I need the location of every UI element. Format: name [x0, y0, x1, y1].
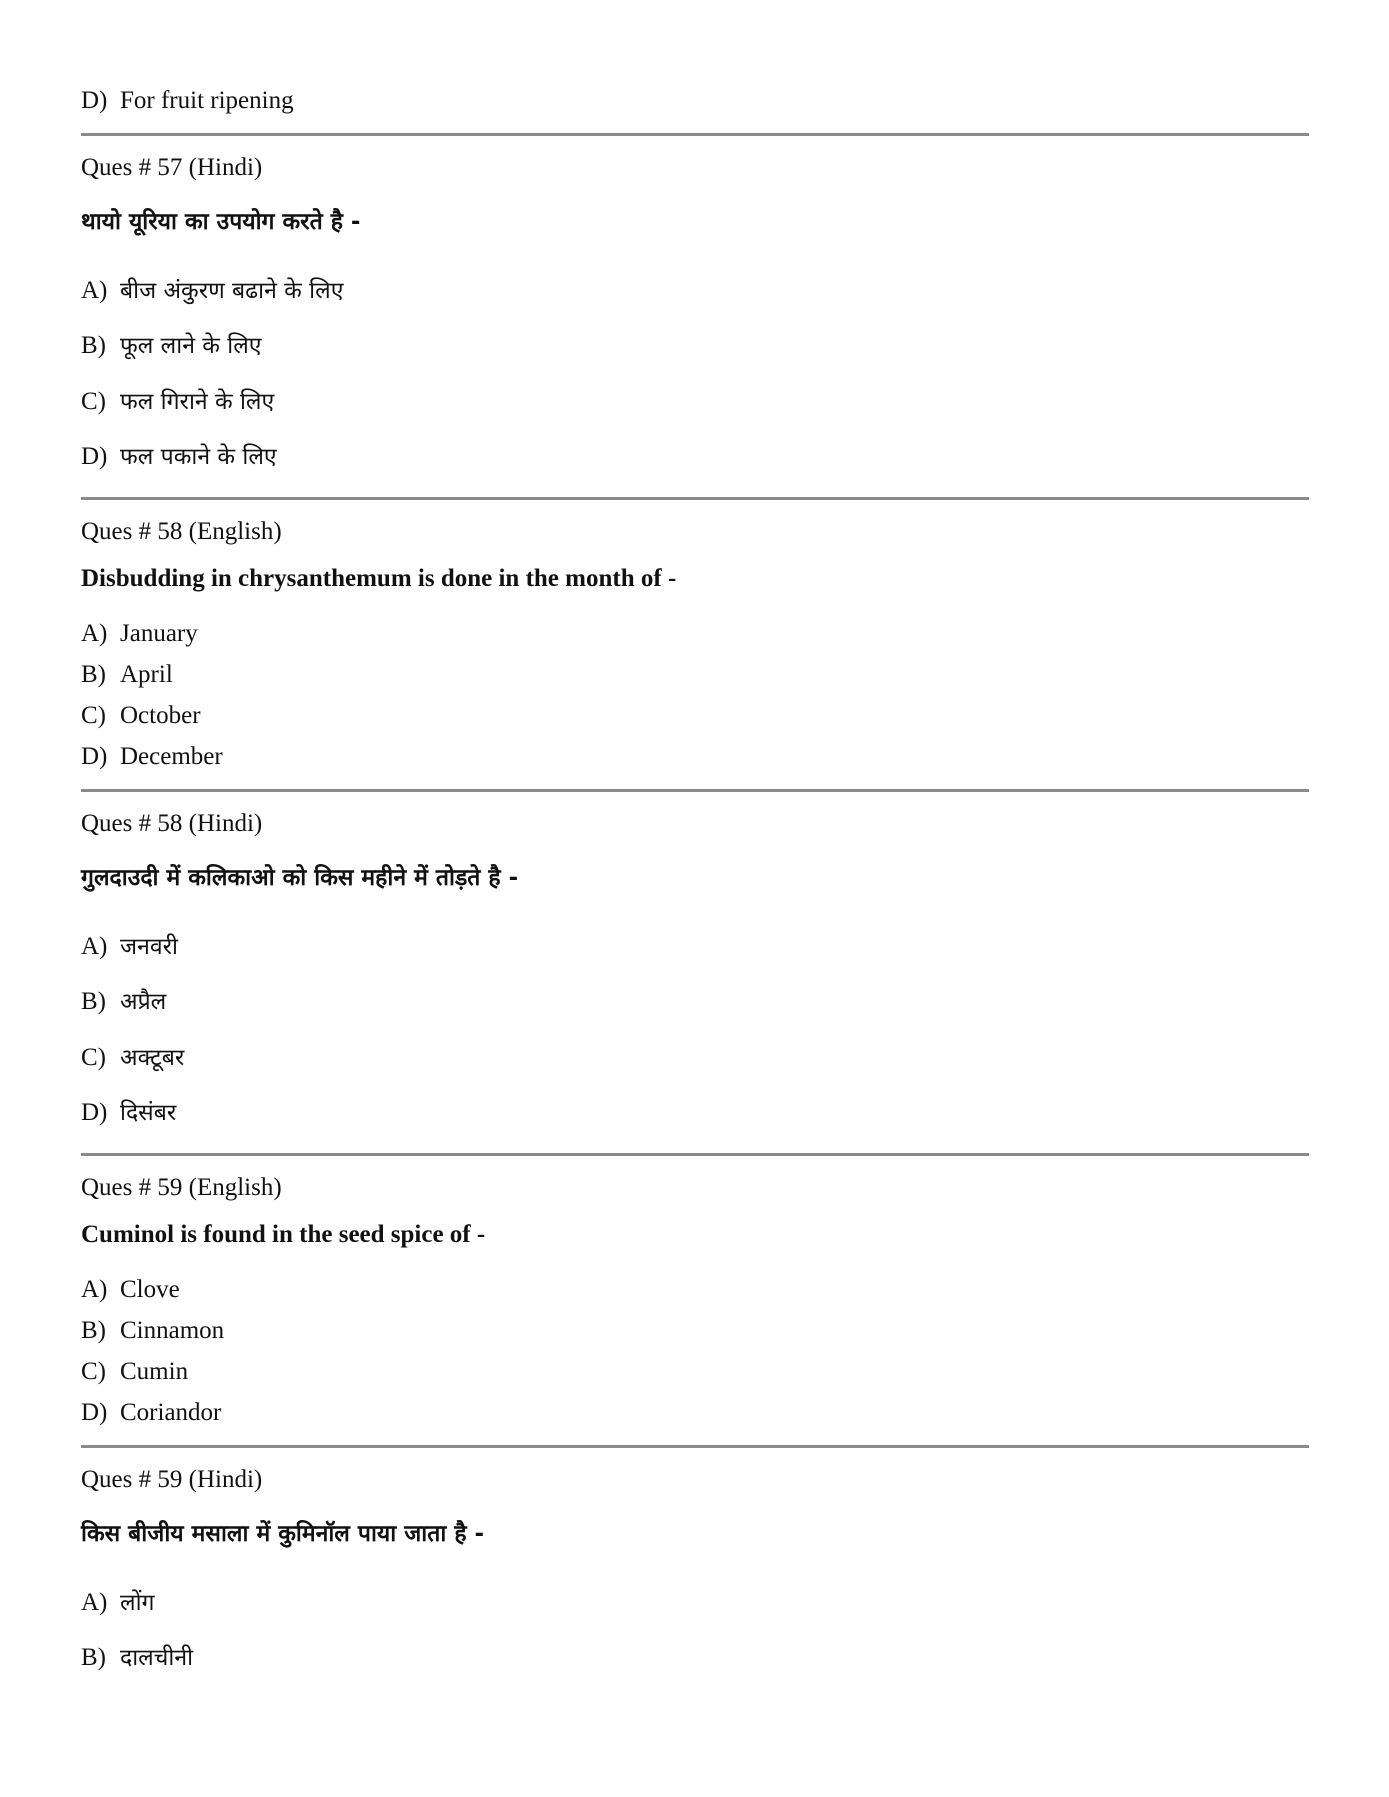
- option-line: [81, 1275, 180, 1305]
- option-text: फल पकाने के लिए: [120, 444, 277, 470]
- option-letter: A): [81, 1589, 108, 1616]
- option-text: October: [120, 702, 201, 729]
- option-line: [81, 442, 277, 472]
- option-text: दिसंबर: [120, 1100, 177, 1126]
- option-line: [81, 1043, 184, 1073]
- option-letter: D): [81, 1099, 108, 1126]
- option-text: Clove: [120, 1276, 180, 1303]
- option-line: [81, 987, 166, 1017]
- option-letter: C): [81, 1044, 106, 1071]
- option-line: [81, 701, 201, 731]
- option-letter: B): [81, 1317, 106, 1344]
- option-letter: D): [81, 1399, 108, 1426]
- option-line: [81, 1588, 155, 1618]
- option-text: January: [120, 620, 198, 647]
- option-letter: D): [81, 443, 108, 470]
- option-text: फल गिराने के लिए: [120, 389, 275, 415]
- option-letter: A): [81, 933, 108, 960]
- option-line: [81, 1316, 224, 1346]
- option-text: December: [120, 743, 223, 770]
- option-line: [81, 742, 223, 772]
- question-header: Ques # 59 (Hindi): [81, 1466, 263, 1493]
- option-letter: C): [81, 388, 106, 415]
- option-text: अक्टूबर: [120, 1045, 185, 1071]
- option-letter: A): [81, 277, 108, 304]
- option-line: [81, 1357, 188, 1387]
- option-letter: A): [81, 1276, 108, 1303]
- option-line: [81, 276, 343, 306]
- option-line: [81, 660, 173, 690]
- section-divider: [81, 1153, 1309, 1156]
- option-letter: A): [81, 620, 108, 647]
- option-letter: B): [81, 661, 106, 688]
- option-text: बीज अंकुरण बढाने के लिए: [120, 278, 344, 304]
- option-text: Coriandor: [120, 1399, 222, 1426]
- option-text: फूल लाने के लिए: [120, 333, 262, 359]
- option-letter: D): [81, 87, 108, 114]
- option-line: [81, 932, 178, 962]
- option-text: लोंग: [120, 1590, 155, 1616]
- section-divider: [81, 1445, 1309, 1448]
- option-line: [81, 1398, 221, 1428]
- option-text: अप्रैल: [120, 989, 167, 1015]
- option-text: Cumin: [120, 1358, 189, 1385]
- question-text: Cuminol is found in the seed spice of -: [81, 1221, 486, 1248]
- option-text: Cinnamon: [120, 1317, 225, 1344]
- section-divider: [81, 789, 1309, 792]
- question-header: Ques # 59 (English): [81, 1174, 282, 1201]
- option-line: [81, 1098, 176, 1128]
- option-line: [81, 619, 198, 649]
- question-header: Ques # 57 (Hindi): [81, 154, 263, 181]
- question-text: थायो यूरिया का उपयोग करते है -: [81, 209, 361, 235]
- option-letter: B): [81, 988, 106, 1015]
- option-letter: C): [81, 1358, 106, 1385]
- question-text: किस बीजीय मसाला में कुमिनॉल पाया जाता है -: [81, 1521, 485, 1547]
- option-letter: D): [81, 743, 108, 770]
- question-text: Disbudding in chrysanthemum is done in the month of -: [81, 565, 677, 592]
- option-letter: C): [81, 702, 106, 729]
- option-text: जनवरी: [120, 934, 178, 960]
- option-letter: B): [81, 1644, 106, 1671]
- section-divider: [81, 497, 1309, 500]
- question-header: Ques # 58 (English): [81, 518, 282, 545]
- option-text: For fruit ripening: [120, 87, 294, 114]
- option-line: [81, 387, 274, 417]
- question-text: गुलदाउदी में कलिकाओ को किस महीने में तोड़ते है -: [81, 865, 519, 891]
- section-divider: [81, 133, 1309, 136]
- option-text: दालचीनी: [120, 1645, 194, 1671]
- option-line: [81, 1643, 193, 1673]
- option-line: [81, 86, 294, 116]
- option-text: April: [120, 661, 173, 688]
- option-line: [81, 331, 262, 361]
- option-letter: B): [81, 332, 106, 359]
- question-header: Ques # 58 (Hindi): [81, 810, 263, 837]
